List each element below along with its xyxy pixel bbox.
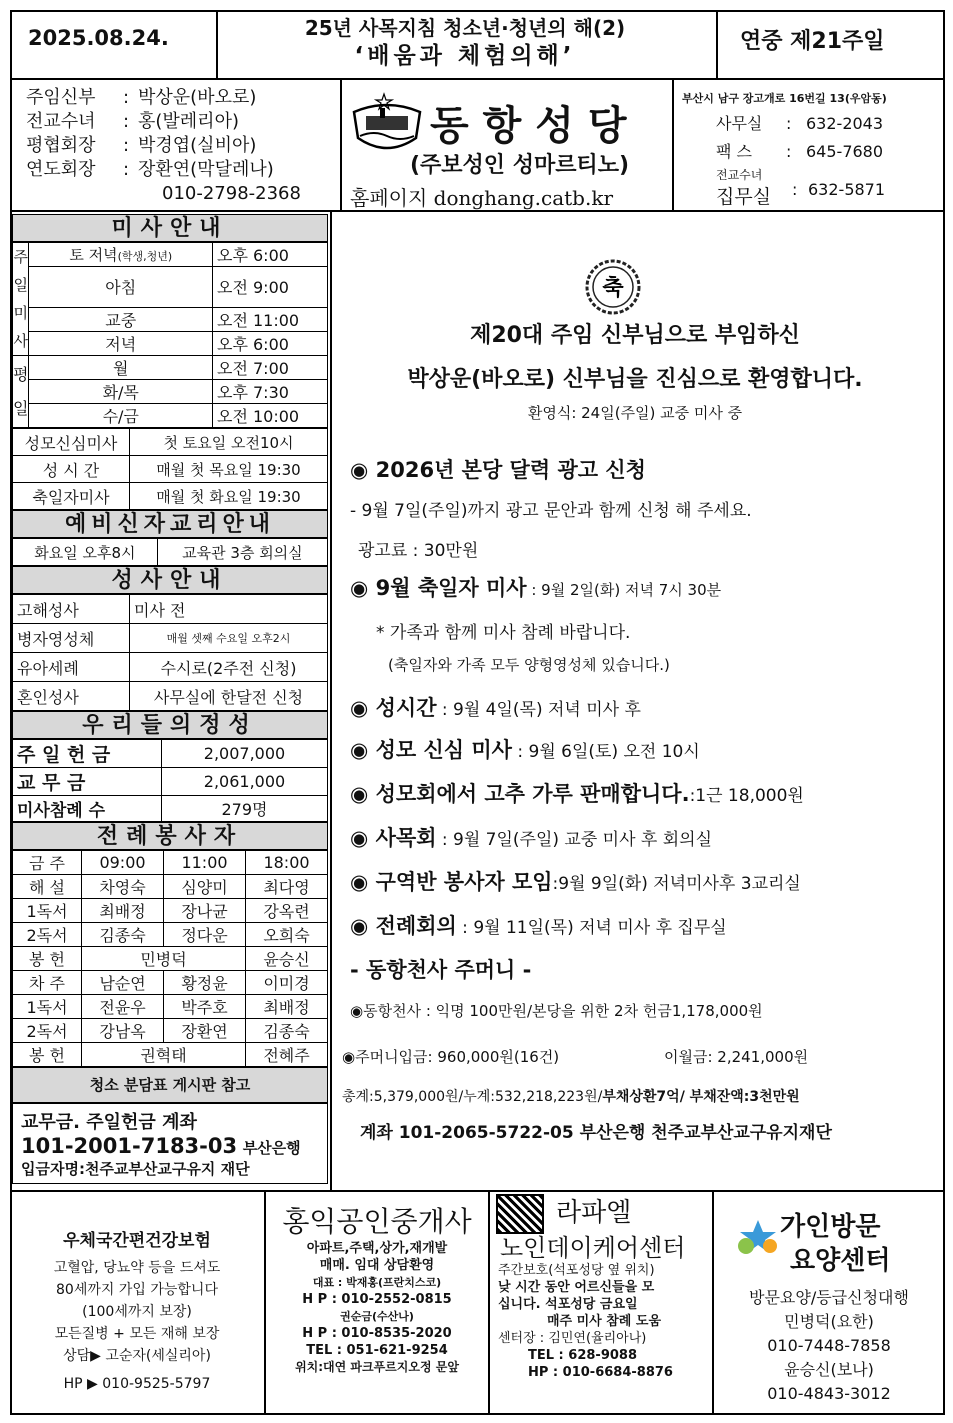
sidebar xyxy=(12,214,328,1184)
divider xyxy=(672,78,674,210)
divider xyxy=(330,210,332,1190)
offerings-title: 우리들의정성 xyxy=(12,711,328,739)
table-row: 1독서 전윤우 박주호 최배정 xyxy=(13,995,328,1019)
table-row: 금 주 09:00 11:00 18:00 xyxy=(13,851,328,875)
office-contact: 사무실 : 632-2043 xyxy=(716,114,884,133)
church-address: 부산시 남구 장고개로 16번길 13(우암동) xyxy=(682,92,887,105)
divider xyxy=(488,1190,490,1415)
divider xyxy=(10,78,945,80)
catechumen-title: 예비신자교리안내 xyxy=(12,510,328,538)
table-row: 2독서 김종숙 정다운 오희숙 xyxy=(13,923,328,947)
table-row: 주 일 미 사 토 저녁(학생,청년) 오후 6:00 xyxy=(13,243,328,267)
catechumen-table xyxy=(12,538,328,566)
ad-body: 아파트,주택,상가,재개발 매매. 임대 상담환영 대표 : 박재홍(프란치스코) H P : 010-2552-0815 권순금(수산나) H P : 010-8535-2020 TEL : 051-621-9254 위치:대연 파크푸르지오정 문앞 xyxy=(295,1241,459,1374)
table-row: 성모신심미사 첫 토요일 오전10시 xyxy=(13,429,328,456)
staff-row: 평협회장 : 박경엽(실비아) xyxy=(26,135,257,156)
weekday-label: 평 일 xyxy=(13,356,29,428)
table-row: 2독서 강남옥 장환연 김종숙 xyxy=(13,1019,328,1043)
sister-contact: : 632-5871 xyxy=(792,180,886,199)
table-row: 봉 헌 권혁태 전혜주 xyxy=(13,1043,328,1067)
offerings-table xyxy=(12,739,328,822)
table-row: 평 일 월 오전 7:00 xyxy=(13,356,328,380)
table-row: 병자영성체 매월 셋째 수요일 오후2시 xyxy=(13,624,328,653)
table-row: 혼인성사 사무실에 한달전 신청 xyxy=(13,682,328,711)
ad-care-body: 방문요양/등급신청대행 민병덕(요한) 010-7448-7858 윤승신(보나) 010-4843-3012 xyxy=(749,1288,909,1403)
table-row: 고해성사 미사 전 xyxy=(13,595,328,624)
ad-subtitle: 요양센터 xyxy=(790,1246,891,1276)
notice-carryover: 이월금: 2,241,000원 xyxy=(664,1048,809,1066)
ad-body: 고혈압, 당뇨약 등을 드셔도 80세까지 가입 가능합니다 (100세까지 보장) 모든질병 + 모든 재해 보장 상담▶ 고순자(세실리아) HP ▶ 010-9525-5797 xyxy=(53,1260,221,1392)
divider xyxy=(712,1190,714,1415)
table-row: 화요일 오후8시 교육관 3층 회의실 xyxy=(13,539,328,566)
divider xyxy=(216,10,218,78)
church-patron: (주보성인 성마르티노) xyxy=(410,153,630,178)
notice-pepper-sale: ◉ 성모회에서 고추 가루 판매합니다.:1근 18,000원 xyxy=(350,782,804,806)
table-row: 교 무 금 2,061,000 xyxy=(13,768,328,796)
table-row: 교중 오전 11:00 xyxy=(13,307,328,331)
welcome-line-1: 제20대 주임 신부님으로 부임하신 xyxy=(470,323,800,348)
divider xyxy=(716,10,718,78)
notice-district: ◉ 구역반 봉사자 모임:9월 9일(화) 저녁미사후 3교리실 xyxy=(350,870,801,894)
staff-row: 연도회장 : 장환연(막달레나) xyxy=(26,159,274,180)
flower-logo-icon xyxy=(732,1218,784,1258)
sister-label-1: 전교수녀 xyxy=(716,168,763,182)
ad-title: 가인방문 xyxy=(780,1212,881,1242)
table-row: 미사참례 수 279명 xyxy=(13,796,328,822)
notice-council: ◉ 사목회 : 9월 7일(주일) 교중 미사 후 회의실 xyxy=(350,826,713,850)
table-row: 해 설 차영숙 심양미 최다영 xyxy=(13,875,328,899)
church-homepage: 홈페이지 donghang.catb.kr xyxy=(350,186,614,210)
table-row: 주 일 헌 금 2,007,000 xyxy=(13,740,328,768)
divider xyxy=(264,1190,266,1415)
ad-postal-insurance xyxy=(14,1196,260,1395)
fax-contact: 팩 스 : 645-7680 xyxy=(716,142,884,161)
table-row: 화/목 오후 7:30 xyxy=(13,380,328,404)
table-row: 축일자미사 매월 첫 화요일 19:30 xyxy=(13,483,328,510)
sunday-label: 주 일 미 사 xyxy=(13,243,29,356)
table-row: 아침 오전 9:00 xyxy=(13,267,328,307)
sacraments-title: 성사안내 xyxy=(12,566,328,594)
notice-marian-mass: ◉ 성모 신심 미사 : 9월 6일(토) 오전 10시 xyxy=(350,738,700,762)
notice-liturgy-meeting: ◉ 전례회의 : 9월 11일(목) 저녁 미사 후 집무실 xyxy=(350,914,727,938)
mass-title: 미사안내 xyxy=(12,214,328,242)
notice-total: 총계:5,379,000원/누계:532,218,223원/부채상환7억/ 부채잔액:3천만원 xyxy=(342,1089,800,1105)
cleaning-note: 청소 분담표 게시판 참고 xyxy=(12,1067,328,1103)
notice-feast-note: * 가족과 함께 미사 참례 바랍니다. xyxy=(376,623,631,643)
table-row: 1독서 최배정 장나균 강옥련 xyxy=(13,899,328,923)
staff-row: 주임신부 : 박상운(바오로) xyxy=(26,87,257,108)
divider xyxy=(10,1190,945,1192)
table-row: 수/금 오전 10:00 xyxy=(13,404,328,428)
staff-phone: 010-2798-2368 xyxy=(162,183,301,204)
theme-line-1: 25년 사목지침 청소년·청년의 해(2) xyxy=(304,16,626,40)
table-row: 봉 헌 민병덕 윤승신 xyxy=(13,947,328,971)
table-row: 유아세례 수시로(2주전 신청) xyxy=(13,653,328,682)
sacraments-table xyxy=(12,594,328,711)
liturgical-week: 연중 제21주일 xyxy=(740,29,885,54)
pastoral-theme xyxy=(220,14,710,70)
welcome-line-2: 박상운(바오로) 신부님을 진심으로 환영합니다. xyxy=(407,367,863,392)
table-row: 저녁 오후 6:00 xyxy=(13,331,328,355)
notice-pouch-title: - 동항천사 주머니 - xyxy=(350,958,532,982)
account-box: 교무금. 주일헌금 계좌 101-2001-7183-03 부산은행 입금자명:천주교부산교구유지 재단 xyxy=(12,1103,328,1184)
theme-line-2: ‘배움과 체험의해’ xyxy=(354,43,576,69)
church-name: 동항성당 xyxy=(430,102,641,149)
divider xyxy=(340,78,342,210)
table-row: 성 시 간 매월 첫 목요일 19:30 xyxy=(13,456,328,483)
notice-calendar-fee: 광고료 : 30만원 xyxy=(358,541,479,561)
table-row: 차 주 남순연 황정윤 이미경 xyxy=(13,971,328,995)
ministers-title: 전례봉사자 xyxy=(12,822,328,850)
special-mass-table xyxy=(12,428,328,510)
ad-real-estate xyxy=(268,1200,486,1376)
notice-angel-donation: ◉동항천사 : 익명 100만원/본당을 위한 2차 헌금1,178,000원 xyxy=(350,1002,763,1020)
ad-subtitle: 노인데이케어센터 xyxy=(500,1234,686,1262)
ad-title: 라파엘 xyxy=(556,1198,632,1228)
svg-text:축: 축 xyxy=(602,276,624,301)
bulletin-date: 2025.08.24. xyxy=(28,26,169,50)
ad-title: 우체국간편건강보험 xyxy=(63,1231,211,1251)
staff-list xyxy=(26,86,301,206)
mass-table xyxy=(12,242,328,428)
notice-pouch-deposit: ◉주머니입금: 960,000원(16건) xyxy=(342,1048,560,1066)
notice-calendar-detail: - 9월 7일(주일)까지 광고 문안과 함께 신청 해 주세요. xyxy=(350,501,752,521)
staff-row: 전교수녀 : 홍(발레리아) xyxy=(26,111,239,132)
celebration-emblem-icon xyxy=(584,258,642,316)
welcome-sub: 환영식: 24일(주일) 교중 미사 중 xyxy=(527,404,743,422)
ad-title: 홍익공인중개사 xyxy=(282,1205,472,1238)
notice-feast-note-2: (축일자와 가족 모두 양형영성체 있습니다.) xyxy=(388,656,670,674)
notice-feast: ◉ 9월 축일자 미사 : 9월 2일(화) 저녁 7시 30분 xyxy=(350,576,722,600)
notice-holy-hour: ◉ 성시간 : 9월 4일(목) 저녁 미사 후 xyxy=(350,696,641,720)
sister-label-2: 집무실 xyxy=(716,186,772,208)
ad-daycare-body: 주간보호(석포성당 옆 위치) 낮 시간 동안 어르신들을 모 십니다. 석포성당 금요일 매주 미사 참례 도움 센터장 : 김민연(율리아나) TEL : 628-9088 HP : 010-6684-8876 xyxy=(498,1263,673,1380)
notice-calendar: ◉ 2026년 본당 달력 광고 신청 xyxy=(350,458,646,482)
notice-account: 계좌 101-2065-5722-05 부산은행 천주교부산교구유지재단 xyxy=(360,1123,832,1143)
ministers-table xyxy=(12,850,328,1067)
